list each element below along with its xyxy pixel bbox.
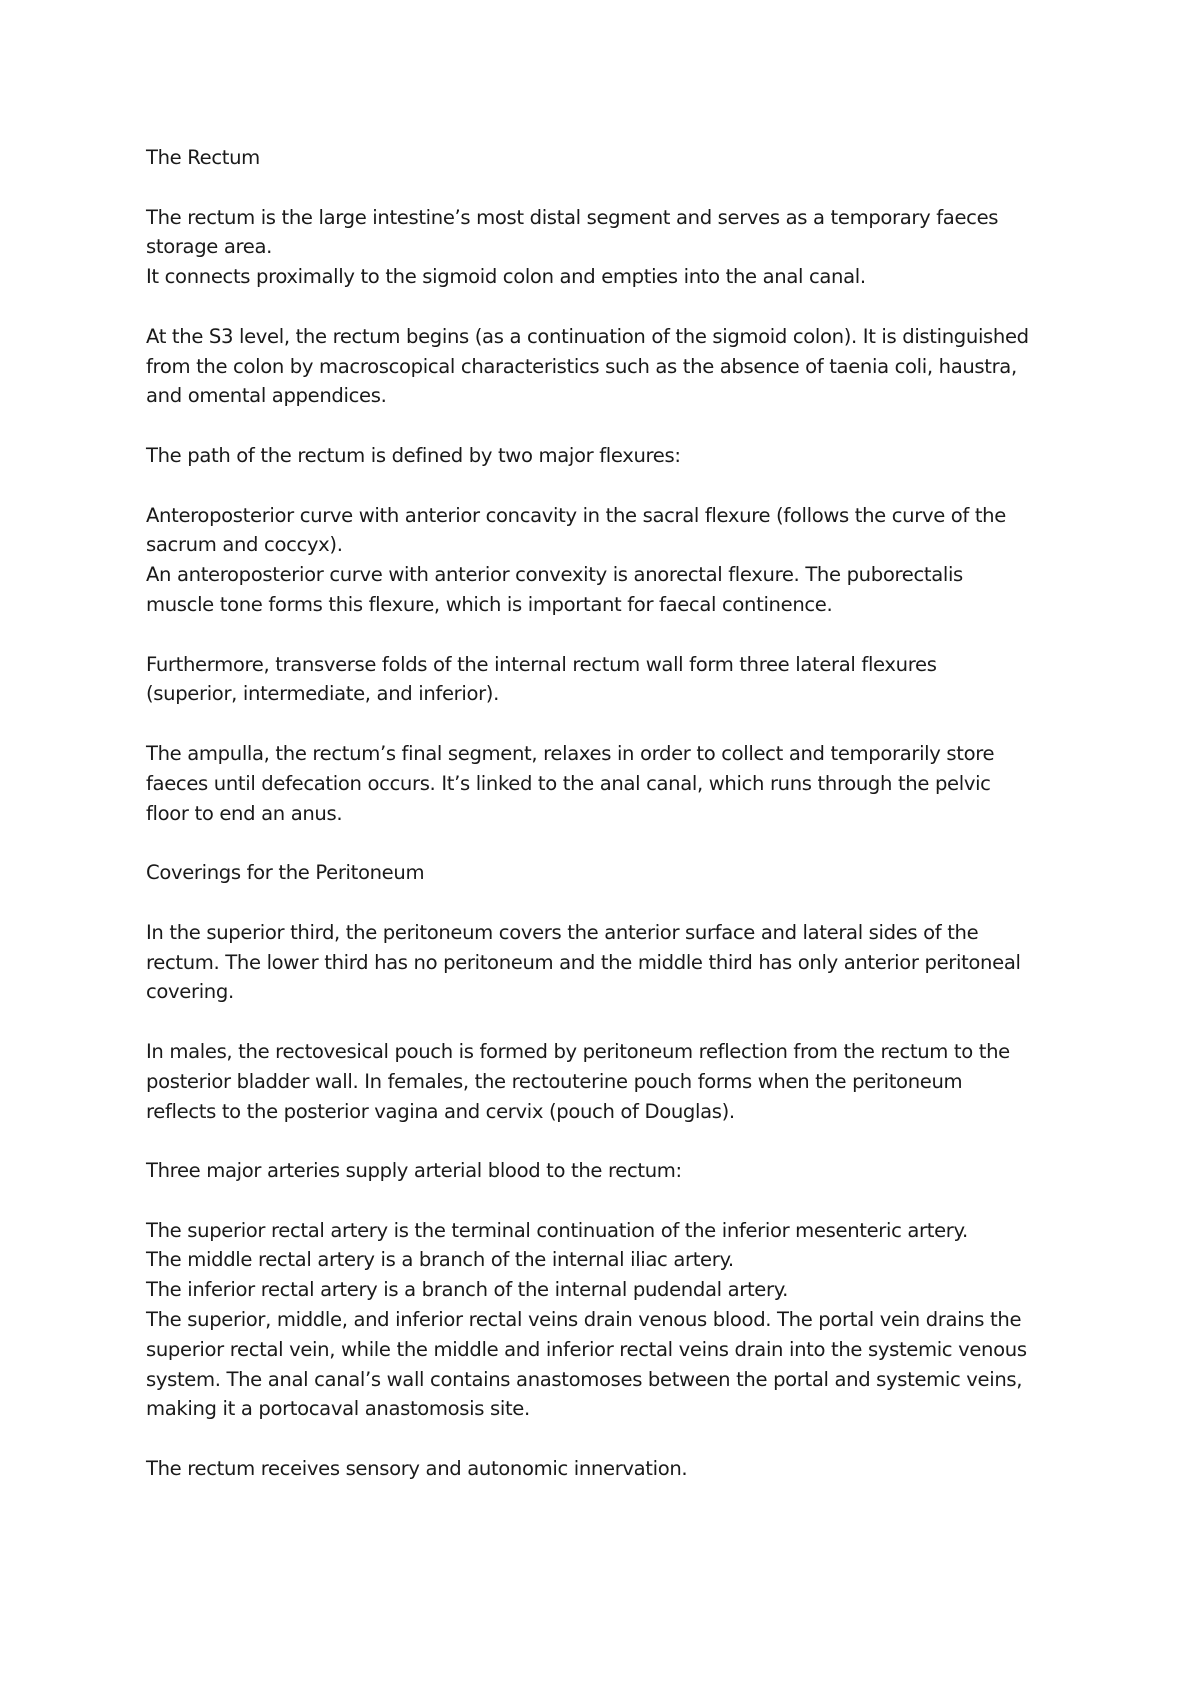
- text-line: The rectum is the large intestine’s most distal segment and serves as a temporary faeces: [146, 205, 999, 229]
- paragraph: [146, 501, 1076, 620]
- text-line: making it a portocaval anastomosis site.: [146, 1397, 530, 1421]
- text-line: reflects to the posterior vagina and cervix (pouch of Douglas).: [146, 1099, 735, 1123]
- paragraph: [146, 1156, 1076, 1186]
- text-line: floor to end an anus.: [146, 801, 343, 825]
- text-line: and omental appendices.: [146, 384, 387, 408]
- text-line: sacrum and coccyx).: [146, 533, 343, 557]
- paragraph: [146, 858, 1076, 888]
- text-line: storage area.: [146, 235, 273, 259]
- document-body: [146, 203, 1076, 1484]
- text-line: It connects proximally to the sigmoid colon and empties into the anal canal.: [146, 265, 866, 289]
- paragraph: [146, 203, 1076, 292]
- paragraph: [146, 739, 1076, 828]
- paragraph: [146, 441, 1076, 471]
- paragraph: [146, 1216, 1076, 1425]
- paragraph: [146, 1454, 1076, 1484]
- text-line: The inferior rectal artery is a branch of the internal pudendal artery.: [146, 1278, 789, 1302]
- text-line: rectum. The lower third has no peritoneum and the middle third has only anterior peritoneal: [146, 950, 1021, 974]
- text-line: (superior, intermediate, and inferior).: [146, 682, 499, 706]
- paragraph: [146, 650, 1076, 710]
- paragraph: [146, 1037, 1076, 1126]
- paragraph: [146, 918, 1076, 1007]
- text-line: covering.: [146, 980, 234, 1004]
- text-line: faeces until defecation occurs. It’s linked to the anal canal, which runs through the pelvic: [146, 771, 991, 795]
- paragraph: [146, 322, 1076, 411]
- text-line: from the colon by macroscopical characteristics such as the absence of taenia coli, haustra,: [146, 354, 1017, 378]
- text-line: posterior bladder wall. In females, the rectouterine pouch forms when the peritoneum: [146, 1069, 963, 1093]
- text-line: Three major arteries supply arterial blood to the rectum:: [146, 1159, 682, 1183]
- text-line: Anteroposterior curve with anterior concavity in the sacral flexure (follows the curve of the: [146, 503, 1006, 527]
- text-line: system. The anal canal’s wall contains anastomoses between the portal and systemic veins,: [146, 1367, 1023, 1391]
- text-line: muscle tone forms this flexure, which is important for faecal continence.: [146, 592, 833, 616]
- text-line: The rectum receives sensory and autonomic innervation.: [146, 1457, 688, 1481]
- text-line: The superior, middle, and inferior rectal veins drain venous blood. The portal vein drains the: [146, 1308, 1022, 1332]
- text-line: The middle rectal artery is a branch of the internal iliac artery.: [146, 1248, 734, 1272]
- document-title: [146, 143, 1076, 173]
- text-line: Furthermore, transverse folds of the internal rectum wall form three lateral flexures: [146, 652, 937, 676]
- text-line: The ampulla, the rectum’s final segment, relaxes in order to collect and temporarily store: [146, 741, 995, 765]
- text-line: superior rectal vein, while the middle and inferior rectal veins drain into the systemic venous: [146, 1337, 1027, 1361]
- document-page: [146, 143, 1076, 1514]
- text-line: At the S3 level, the rectum begins (as a continuation of the sigmoid colon). It is distinguished: [146, 324, 1029, 348]
- title-line: The Rectum: [146, 146, 260, 169]
- text-line: In the superior third, the peritoneum covers the anterior surface and lateral sides of the: [146, 920, 979, 944]
- text-line: In males, the rectovesical pouch is formed by peritoneum reflection from the rectum to the: [146, 1039, 1010, 1063]
- text-line: An anteroposterior curve with anterior convexity is anorectal flexure. The puborectalis: [146, 563, 963, 587]
- text-line: Coverings for the Peritoneum: [146, 861, 425, 885]
- text-line: The path of the rectum is defined by two major flexures:: [146, 443, 681, 467]
- text-line: The superior rectal artery is the terminal continuation of the inferior mesenteric artery.: [146, 1218, 968, 1242]
